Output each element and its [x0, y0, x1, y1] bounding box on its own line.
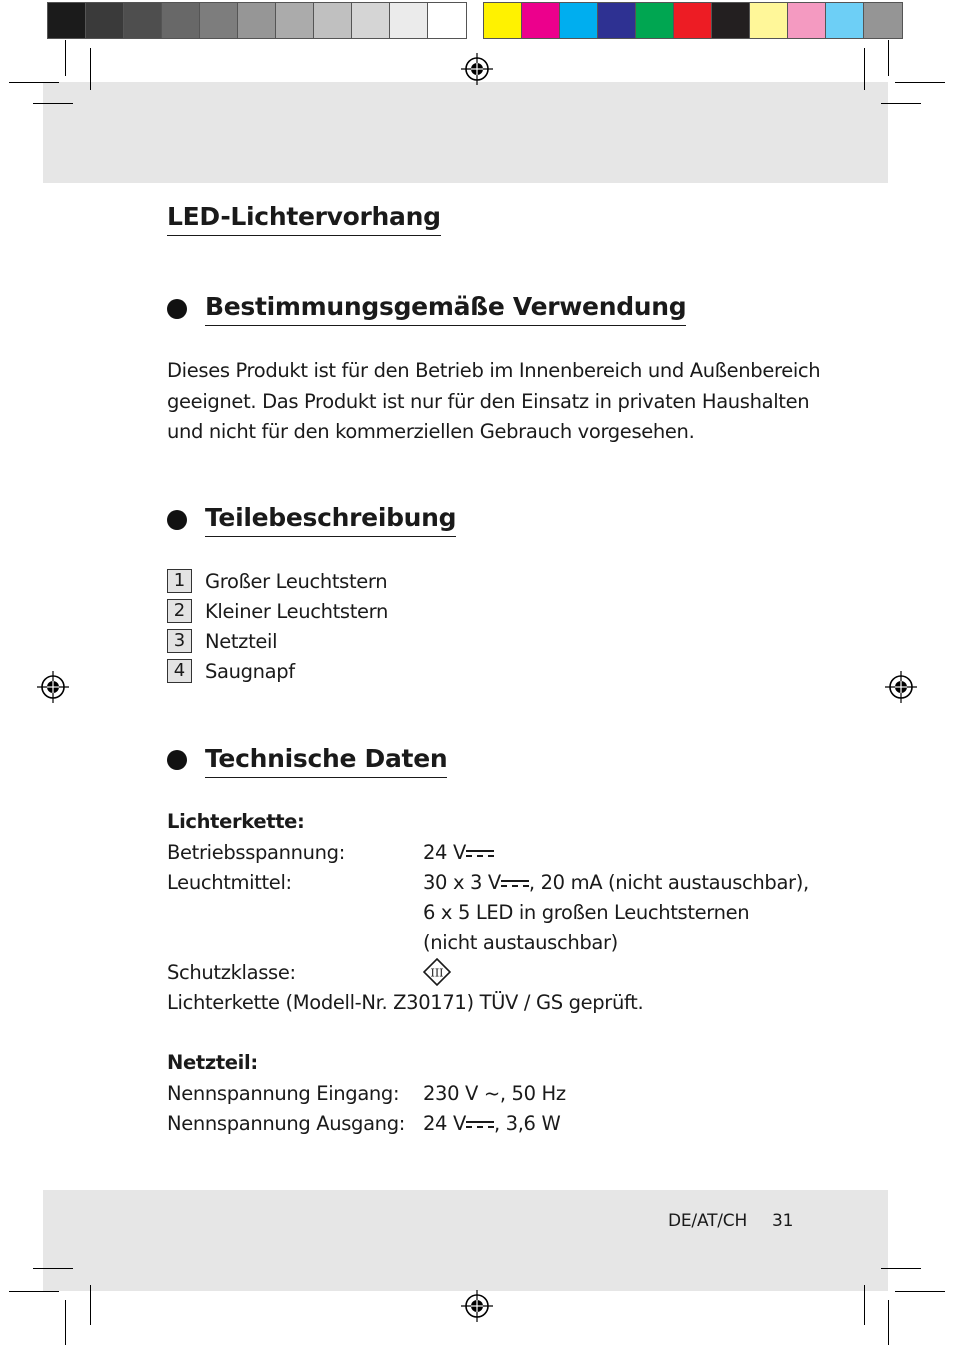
color-swatch [390, 3, 428, 38]
protection-class-symbol: III [430, 966, 444, 980]
input-label: Nennspannung Eingang: [167, 1082, 400, 1105]
crop-mark [895, 1291, 945, 1292]
color-swatch [276, 3, 314, 38]
class-label: Schutzklasse: [167, 961, 296, 984]
dc-current-icon [466, 849, 494, 859]
registration-mark-icon [37, 671, 69, 703]
light-value-line3: (nicht austauschbar) [423, 931, 618, 954]
footer-band [43, 1190, 888, 1291]
color-swatch [788, 3, 826, 38]
input-value: 230 V ~, 50 Hz [423, 1082, 566, 1105]
output-value-b: , 3,6 W [493, 1112, 561, 1135]
certified-note: Lichterkette (Modell-Nr. Z30171) TÜV / GS geprüft. [167, 991, 644, 1014]
registration-mark-icon [461, 1290, 493, 1322]
crop-mark [9, 82, 59, 83]
crop-mark [864, 48, 865, 90]
color-swatch [162, 3, 200, 38]
color-calibration-strip [483, 2, 903, 39]
usage-heading: Bestimmungsgemäße Verwendung [205, 293, 686, 326]
usage-line: Dieses Produkt ist für den Betrieb im Innenbereich und Außenbereich [167, 359, 821, 382]
part-label: Kleiner Leuchtstern [205, 600, 388, 623]
tech-heading: Technische Daten [205, 745, 447, 778]
parts-heading: Teilebeschreibung [205, 504, 456, 537]
color-swatch [636, 3, 674, 38]
color-swatch [674, 3, 712, 38]
dc-current-icon [466, 1120, 494, 1130]
usage-line: geeignet. Das Produkt ist nur für den Einsatz in privaten Haushalten [167, 390, 810, 413]
color-swatch [484, 3, 522, 38]
crop-mark [33, 103, 73, 104]
section-bullet-icon [167, 510, 187, 530]
psu-title: Netzteil: [167, 1051, 258, 1074]
crop-mark [895, 82, 945, 83]
color-swatch [560, 3, 598, 38]
color-swatch [48, 3, 86, 38]
color-swatch [826, 3, 864, 38]
color-swatch [522, 3, 560, 38]
color-swatch [314, 3, 352, 38]
part-number-badge: 1 [167, 569, 192, 593]
crop-mark [90, 1285, 91, 1325]
part-number-badge: 4 [167, 659, 192, 683]
light-value-b: , 20 mA (nicht austauschbar), [528, 871, 809, 894]
voltage-value-text: 24 V [423, 841, 466, 864]
part-label: Netzteil [205, 630, 278, 653]
section-bullet-icon [167, 299, 187, 319]
part-label: Saugnapf [205, 660, 295, 683]
part-number-badge: 2 [167, 599, 192, 623]
output-value [423, 1108, 560, 1139]
protection-class-iii-icon [423, 958, 451, 986]
color-swatch [86, 3, 124, 38]
registration-mark-icon [461, 53, 493, 85]
light-value-a: 30 x 3 V [423, 871, 501, 894]
output-value-a: 24 V [423, 1112, 466, 1135]
gray-calibration-strip [47, 2, 467, 39]
color-swatch [712, 3, 750, 38]
part-number-badge: 3 [167, 629, 192, 653]
color-swatch [124, 3, 162, 38]
crop-mark [888, 40, 889, 76]
crop-mark [9, 1291, 59, 1292]
header-band [43, 82, 888, 183]
usage-line: und nicht für den kommerziellen Gebrauch vorgesehen. [167, 420, 695, 443]
main-title: LED-Lichtervorhang [167, 203, 441, 236]
crop-mark [881, 1268, 921, 1269]
color-swatch [598, 3, 636, 38]
output-label: Nennspannung Ausgang: [167, 1112, 405, 1135]
registration-mark-icon [885, 671, 917, 703]
crop-mark [864, 1285, 865, 1325]
color-swatch [750, 3, 788, 38]
chain-title: Lichterkette: [167, 810, 305, 833]
dc-current-icon [501, 879, 529, 889]
light-value [423, 867, 809, 898]
crop-mark [65, 40, 66, 76]
voltage-value [423, 837, 494, 868]
light-value-line2: 6 x 5 LED in großen Leuchtsternen [423, 901, 750, 924]
crop-mark [90, 48, 91, 90]
color-swatch [428, 3, 466, 38]
footer-locale: DE/AT/CH [668, 1211, 748, 1231]
color-swatch [352, 3, 390, 38]
color-swatch [864, 3, 902, 38]
color-swatch [200, 3, 238, 38]
color-swatch [238, 3, 276, 38]
light-label: Leuchtmittel: [167, 871, 292, 894]
part-label: Großer Leuchtstern [205, 570, 388, 593]
crop-mark [33, 1268, 73, 1269]
page-number: 31 [772, 1211, 794, 1231]
crop-mark [881, 103, 921, 104]
crop-mark [888, 1300, 889, 1345]
crop-mark [65, 1300, 66, 1345]
voltage-label: Betriebsspannung: [167, 841, 345, 864]
section-bullet-icon [167, 750, 187, 770]
